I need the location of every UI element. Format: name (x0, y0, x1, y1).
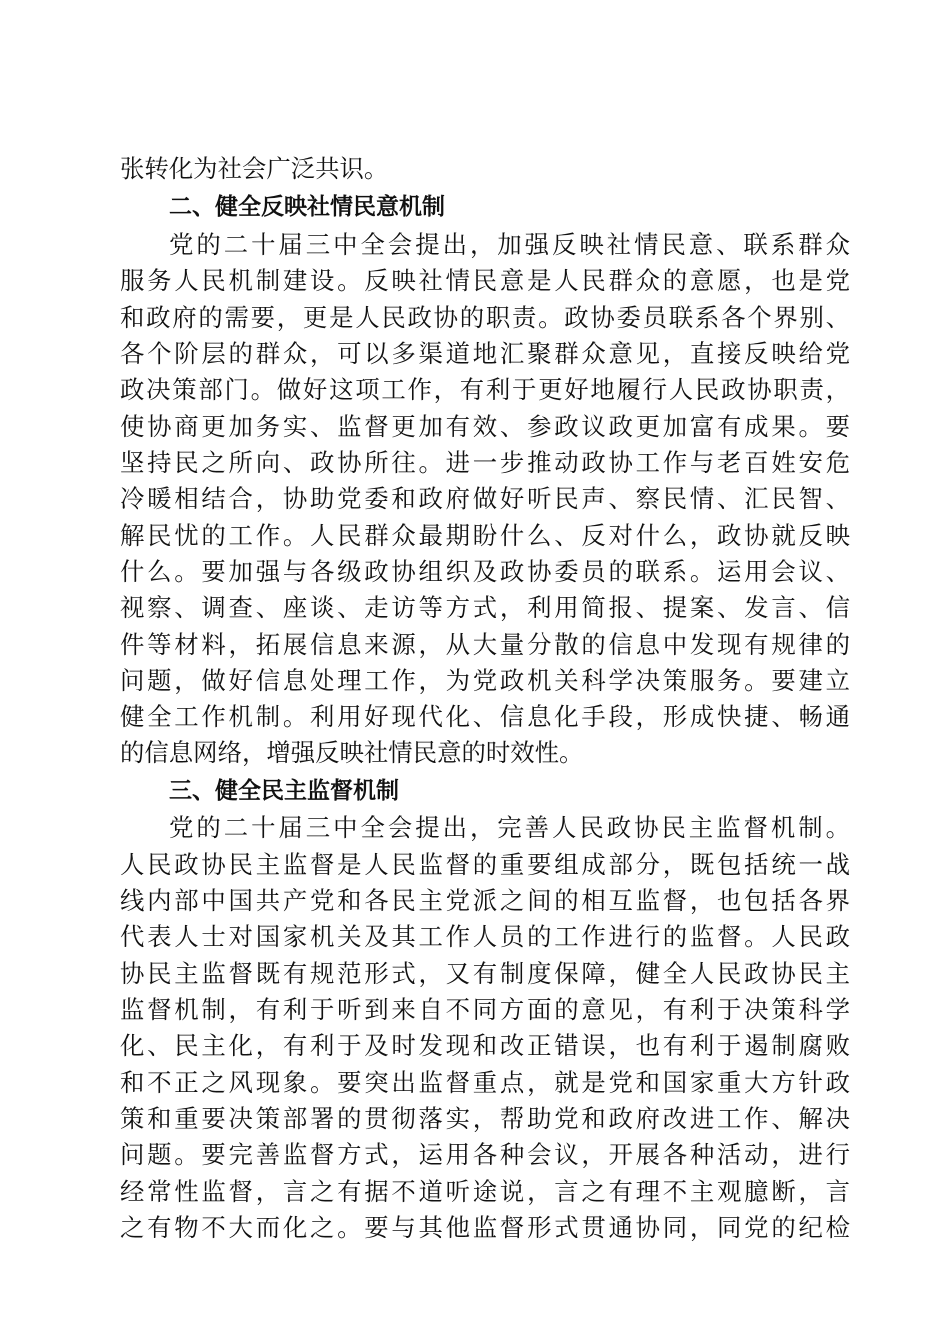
body-line: 监督机制，有利于听到来自不同方面的意见，有利于决策科学 (120, 995, 850, 1024)
body-line: 策和重要决策部署的贯彻落实，帮助党和政府改进工作、解决 (120, 1104, 850, 1133)
body-line: 之有物不大而化之。要与其他监督形式贯通协同，同党的纪检 (120, 1213, 850, 1242)
body-line: 问题。要完善监督方式，运用各种会议，开展各种活动，进行 (120, 1140, 850, 1169)
body-line: 政决策部门。做好这项工作，有利于更好地履行人民政协职责， (120, 375, 850, 404)
body-line: 的信息网络，增强反映社情民意的时效性。 (120, 738, 584, 767)
body-line: 服务人民机制建设。反映社情民意是人民群众的意愿，也是党 (120, 266, 850, 295)
body-line: 冷暖相结合，协助党委和政府做好听民声、察民情、汇民智、 (120, 484, 850, 513)
body-line: 张转化为社会广泛共识。 (120, 154, 389, 183)
body-line: 健全工作机制。利用好现代化、信息化手段，形成快捷、畅通 (120, 702, 850, 731)
body-line: 坚持民之所向、政协所往。进一步推动政协工作与老百姓安危 (120, 448, 850, 477)
body-line: 党的二十届三中全会提出，加强反映社情民意、联系群众 (169, 230, 850, 259)
body-line: 化、民主化，有利于及时发现和改正错误，也有利于遏制腐败 (120, 1031, 850, 1060)
body-line: 人民政协民主监督是人民监督的重要组成部分，既包括统一战 (120, 850, 850, 879)
body-line: 各个阶层的群众，可以多渠道地汇聚群众意见，直接反映给党 (120, 339, 850, 368)
body-line: 党的二十届三中全会提出，完善人民政协民主监督机制。 (169, 813, 850, 842)
body-line: 使协商更加务实、监督更加有效、参政议政更加富有成果。要 (120, 412, 850, 441)
body-line: 解民忧的工作。人民群众最期盼什么、反对什么，政协就反映 (120, 521, 850, 550)
body-line: 经常性监督，言之有据不道听途说，言之有理不主观臆断，言 (120, 1177, 850, 1206)
section-heading-3: 三、健全民主监督机制 (169, 778, 399, 804)
body-line: 代表人士对国家机关及其工作人员的工作进行的监督。人民政 (120, 922, 850, 951)
body-line: 什么。要加强与各级政协组织及政协委员的联系。运用会议、 (120, 557, 850, 586)
body-line: 协民主监督既有规范形式，又有制度保障，健全人民政协民主 (120, 959, 850, 988)
body-line: 和不正之风现象。要突出监督重点，就是党和国家重大方针政 (120, 1068, 850, 1097)
section-heading-2: 二、健全反映社情民意机制 (169, 194, 445, 220)
body-line: 件等材料，拓展信息来源，从大量分散的信息中发现有规律的 (120, 630, 850, 659)
body-line: 视察、调查、座谈、走访等方式，利用简报、提案、发言、信 (120, 593, 850, 622)
body-line: 线内部中国共产党和各民主党派之间的相互监督，也包括各界 (120, 886, 850, 915)
body-line: 问题，做好信息处理工作，为党政机关科学决策服务。要建立 (120, 666, 850, 695)
body-line: 和政府的需要，更是人民政协的职责。政协委员联系各个界别、 (120, 303, 850, 332)
